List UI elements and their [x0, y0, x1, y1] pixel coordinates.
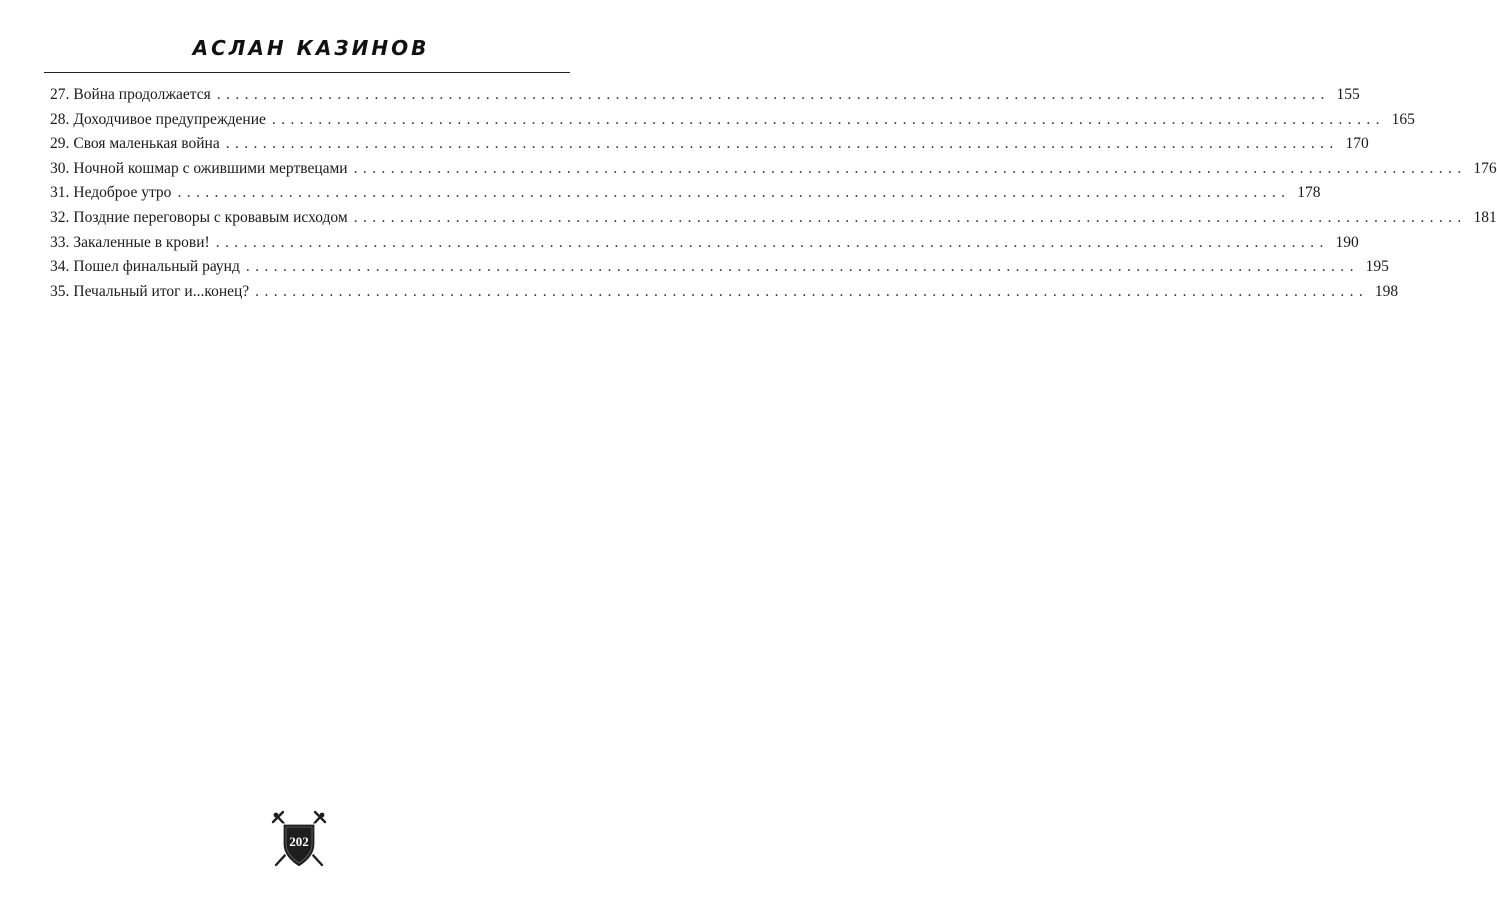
table-of-contents — [50, 83, 1497, 304]
toc-entry-page: 195 — [1365, 258, 1389, 276]
dot-leader: ........................................................................................................................ — [215, 233, 1329, 251]
toc-entry-page: 155 — [1336, 86, 1360, 103]
toc-entry-number: 31. — [50, 184, 70, 202]
toc-entry-number: 33. — [50, 233, 70, 251]
dot-leader: ........................................................................................................................ — [271, 110, 1385, 128]
dot-leader: ........................................................................................................................ — [177, 184, 1291, 202]
running-header-title: АСЛАН КАЗИНОВ — [192, 36, 430, 60]
toc-entry-number: 29. — [50, 135, 70, 153]
toc-entry — [50, 83, 1360, 108]
dot-leader: ........................................................................................................................ — [353, 159, 1467, 177]
header-divider — [44, 72, 570, 73]
toc-entry — [50, 132, 1369, 157]
toc-entry-page: 198 — [1374, 282, 1399, 300]
toc-entry-number: 35. — [50, 282, 70, 300]
toc-entry-title: Печальный итог и...конец? — [73, 282, 250, 300]
dot-leader: ........................................................................................................................ — [255, 282, 1369, 300]
toc-entry-title: Поздние переговоры с кровавым исходом — [73, 208, 348, 226]
toc-entry — [50, 181, 1321, 206]
toc-entry-title: Закаленные в крови! — [73, 233, 210, 251]
toc-entry-number: 27. — [50, 86, 70, 103]
toc-entry-page: 170 — [1345, 135, 1369, 153]
toc-entry-page: 165 — [1391, 110, 1415, 128]
toc-entry-title: Своя маленькая война — [73, 135, 220, 153]
page-number: 202 — [289, 834, 309, 849]
toc-entry-title: Доходчивое предупреждение — [73, 110, 266, 128]
toc-entry — [50, 280, 1399, 305]
toc-entry-title: Пошел финальный раунд — [73, 258, 240, 276]
toc-entry-title: Недоброе утро — [73, 184, 172, 202]
toc-entry-number: 30. — [50, 159, 70, 177]
toc-entry — [50, 255, 1389, 280]
toc-entry — [50, 157, 1497, 182]
dot-leader: ........................................................................................................................ — [225, 135, 1339, 153]
toc-entry — [50, 108, 1415, 133]
toc-entry-title: Война продолжается — [73, 86, 211, 103]
toc-entry-page: 178 — [1297, 184, 1321, 202]
toc-entry — [50, 231, 1359, 256]
page-number-emblem — [271, 810, 327, 870]
toc-entry-number: 32. — [50, 208, 70, 226]
toc-entry-number: 28. — [50, 110, 70, 128]
dot-leader: ........................................................................................................................ — [353, 208, 1467, 226]
toc-entry-page: 190 — [1335, 233, 1359, 251]
toc-entry-title: Ночной кошмар с ожившими мертвецами — [73, 159, 348, 177]
toc-entry-number: 34. — [50, 258, 70, 276]
toc-entry-page: 181 — [1473, 208, 1497, 226]
toc-entry — [50, 206, 1497, 231]
dot-leader: ........................................................................................................................ — [216, 86, 1330, 103]
toc-entry-page: 176 — [1473, 159, 1497, 177]
dot-leader: ........................................................................................................................ — [245, 258, 1359, 276]
